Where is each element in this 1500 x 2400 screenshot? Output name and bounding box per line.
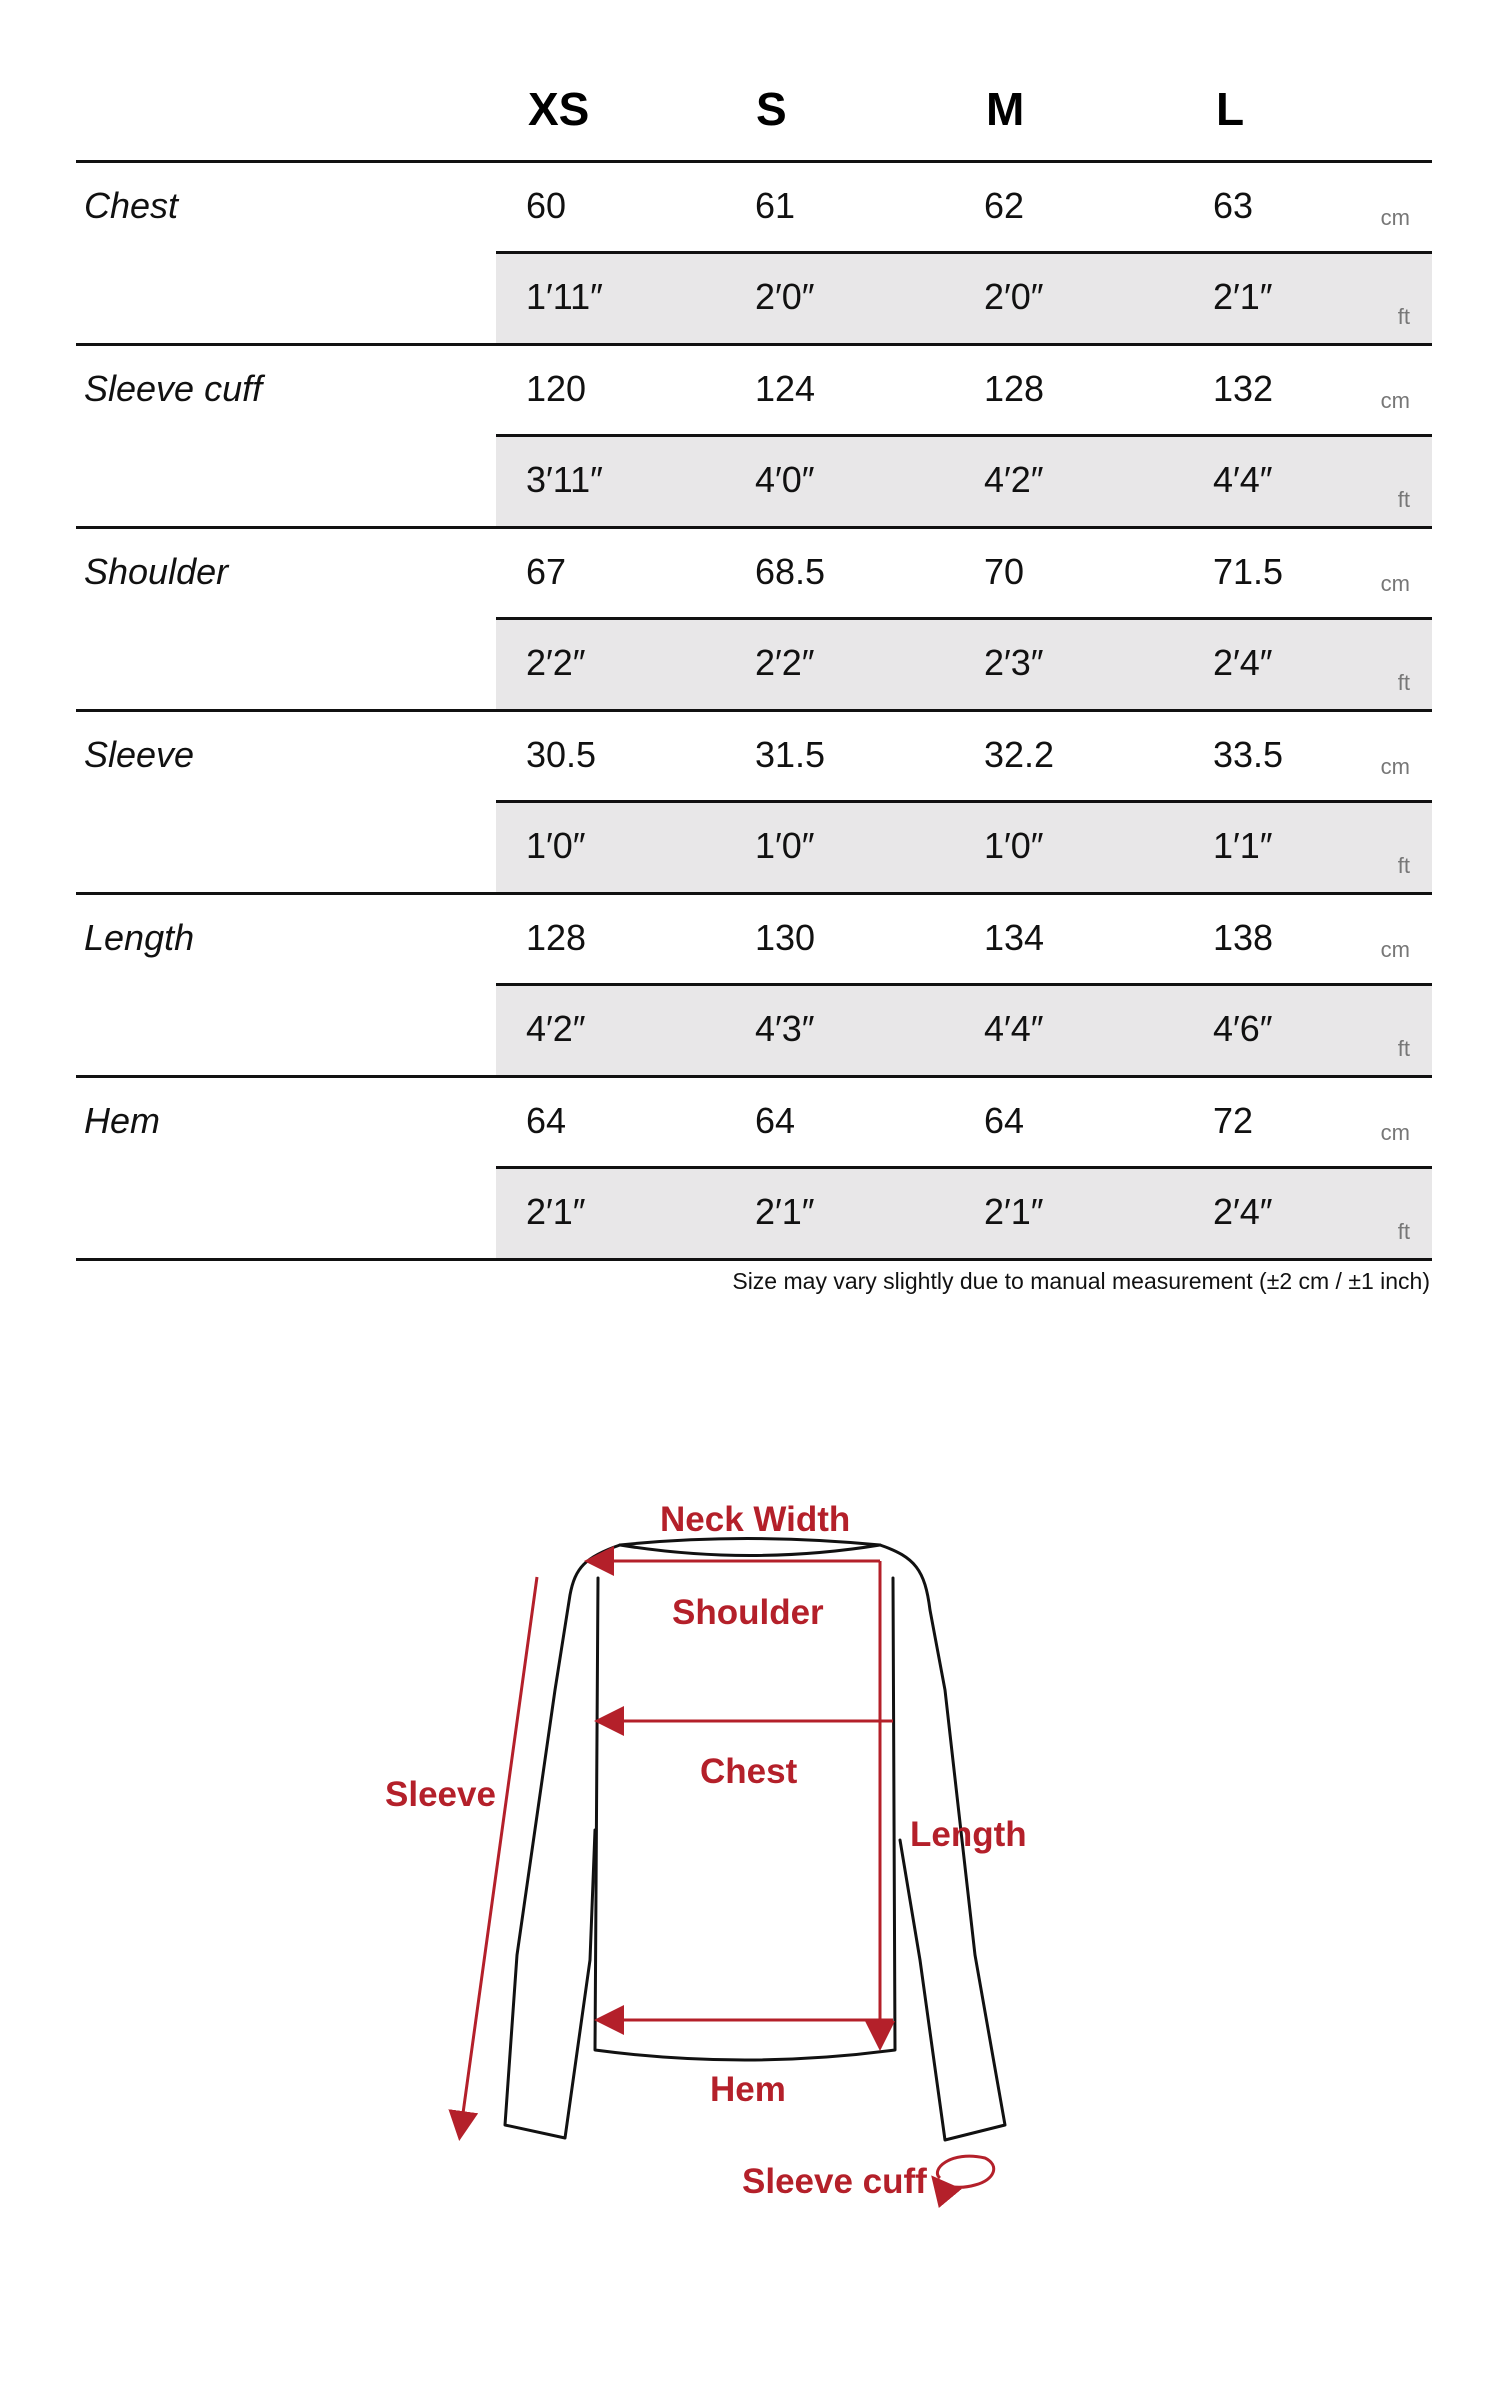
measurement-row-shoulder xyxy=(76,529,1432,712)
ft-values-row xyxy=(496,803,1432,892)
measurement-label: Length xyxy=(84,917,195,958)
value-s-cm: 130 xyxy=(755,917,816,958)
measurement-label: Sleeve cuff xyxy=(84,368,263,409)
value-l-ft: 4′4″ xyxy=(1213,459,1273,500)
value-xs-ft: 4′2″ xyxy=(526,1008,586,1049)
measurement-note: Size may vary slightly due to manual measurement (±2 cm / ±1 inch) xyxy=(732,1268,1430,1294)
value-m-cm: 134 xyxy=(984,917,1045,958)
value-m-ft: 2′3″ xyxy=(984,642,1044,683)
unit-ft: ft xyxy=(1397,853,1410,878)
measurement-row-chest xyxy=(76,163,1432,346)
value-l-cm: 33.5 xyxy=(1213,734,1284,775)
sleeve-cuff-arrow xyxy=(935,2156,994,2187)
unit-cm: cm xyxy=(1380,1120,1410,1145)
value-s-ft: 1′0″ xyxy=(755,825,815,866)
neckline-bottom xyxy=(620,1545,880,1556)
ft-values-row xyxy=(496,986,1432,1075)
value-s-ft: 2′2″ xyxy=(755,642,815,683)
ft-values-row xyxy=(496,254,1432,343)
value-s-ft: 4′3″ xyxy=(755,1008,815,1049)
measurement-label: Hem xyxy=(84,1100,161,1141)
size-header-m: M xyxy=(986,83,1025,135)
value-s-ft: 2′0″ xyxy=(755,276,815,317)
value-xs-cm: 120 xyxy=(526,368,587,409)
value-l-ft: 2′1″ xyxy=(1213,276,1273,317)
unit-ft: ft xyxy=(1397,1036,1410,1061)
sleeve-label: Sleeve xyxy=(385,1775,496,1814)
value-m-cm: 70 xyxy=(984,551,1025,592)
neck-width-label: Neck Width xyxy=(660,1500,851,1539)
garment-measurement-diagram xyxy=(0,1460,1500,2260)
value-m-ft: 2′0″ xyxy=(984,276,1044,317)
value-xs-cm: 30.5 xyxy=(526,734,597,775)
value-m-ft: 4′4″ xyxy=(984,1008,1044,1049)
size-chart-table xyxy=(76,60,1432,1261)
measurement-row-length xyxy=(76,895,1432,1078)
value-s-cm: 64 xyxy=(755,1100,796,1141)
value-xs-cm: 67 xyxy=(526,551,567,592)
size-header-s: S xyxy=(756,83,787,135)
cm-values-row xyxy=(496,1078,1432,1169)
value-xs-ft: 2′2″ xyxy=(526,642,586,683)
unit-ft: ft xyxy=(1397,487,1410,512)
value-l-cm: 138 xyxy=(1213,917,1274,958)
value-m-ft: 4′2″ xyxy=(984,459,1044,500)
value-s-cm: 68.5 xyxy=(755,551,826,592)
value-l-ft: 1′1″ xyxy=(1213,825,1273,866)
hem-label: Hem xyxy=(710,2070,786,2109)
value-m-ft: 2′1″ xyxy=(984,1191,1044,1232)
measurement-label: Sleeve xyxy=(84,734,195,775)
unit-ft: ft xyxy=(1397,1219,1410,1244)
cm-values-row xyxy=(496,163,1432,254)
ft-values-row xyxy=(496,437,1432,526)
value-xs-ft: 1′0″ xyxy=(526,825,586,866)
cm-values-row xyxy=(496,529,1432,620)
value-l-ft: 4′6″ xyxy=(1213,1008,1273,1049)
value-s-ft: 2′1″ xyxy=(755,1191,815,1232)
value-l-ft: 2′4″ xyxy=(1213,1191,1273,1232)
size-header-xs: XS xyxy=(528,83,590,135)
value-xs-ft: 1′11″ xyxy=(526,276,603,317)
value-m-ft: 1′0″ xyxy=(984,825,1044,866)
value-s-cm: 31.5 xyxy=(755,734,826,775)
measurement-label: Chest xyxy=(84,185,179,226)
body-outline xyxy=(595,1578,895,2060)
cm-values-row xyxy=(496,346,1432,437)
value-l-cm: 71.5 xyxy=(1213,551,1284,592)
value-xs-cm: 60 xyxy=(526,185,567,226)
value-xs-cm: 64 xyxy=(526,1100,567,1141)
unit-cm: cm xyxy=(1380,388,1410,413)
value-l-cm: 132 xyxy=(1213,368,1274,409)
value-m-cm: 64 xyxy=(984,1100,1025,1141)
size-header-l: L xyxy=(1216,83,1245,135)
sleeve-arrow xyxy=(460,1577,537,2135)
value-m-cm: 32.2 xyxy=(984,734,1055,775)
value-s-cm: 124 xyxy=(755,368,816,409)
length-label: Length xyxy=(910,1815,1027,1854)
unit-cm: cm xyxy=(1380,571,1410,596)
unit-ft: ft xyxy=(1397,304,1410,329)
value-m-cm: 62 xyxy=(984,185,1025,226)
garment-outline-drawing xyxy=(0,1460,1500,2260)
value-l-cm: 63 xyxy=(1213,185,1254,226)
unit-cm: cm xyxy=(1380,205,1410,230)
measurement-label: Shoulder xyxy=(84,551,229,592)
value-s-cm: 61 xyxy=(755,185,796,226)
value-l-cm: 72 xyxy=(1213,1100,1254,1141)
measurement-row-hem xyxy=(76,1078,1432,1261)
value-xs-ft: 2′1″ xyxy=(526,1191,586,1232)
size-header-row xyxy=(76,60,1432,163)
cm-values-row xyxy=(496,895,1432,986)
shoulder-label: Shoulder xyxy=(672,1593,824,1632)
value-l-ft: 2′4″ xyxy=(1213,642,1273,683)
unit-cm: cm xyxy=(1380,754,1410,779)
chest-label: Chest xyxy=(700,1752,798,1791)
left-sleeve-outline xyxy=(505,1545,620,2138)
value-m-cm: 128 xyxy=(984,368,1045,409)
ft-values-row xyxy=(496,620,1432,709)
measurement-row-sleeve xyxy=(76,712,1432,895)
value-s-ft: 4′0″ xyxy=(755,459,815,500)
cm-values-row xyxy=(496,712,1432,803)
value-xs-ft: 3′11″ xyxy=(526,459,603,500)
ft-values-row xyxy=(496,1169,1432,1258)
measurement-row-sleeve-cuff xyxy=(76,346,1432,529)
sleeve-cuff-label: Sleeve cuff xyxy=(742,2162,927,2201)
value-xs-cm: 128 xyxy=(526,917,587,958)
unit-cm: cm xyxy=(1380,937,1410,962)
unit-ft: ft xyxy=(1397,670,1410,695)
